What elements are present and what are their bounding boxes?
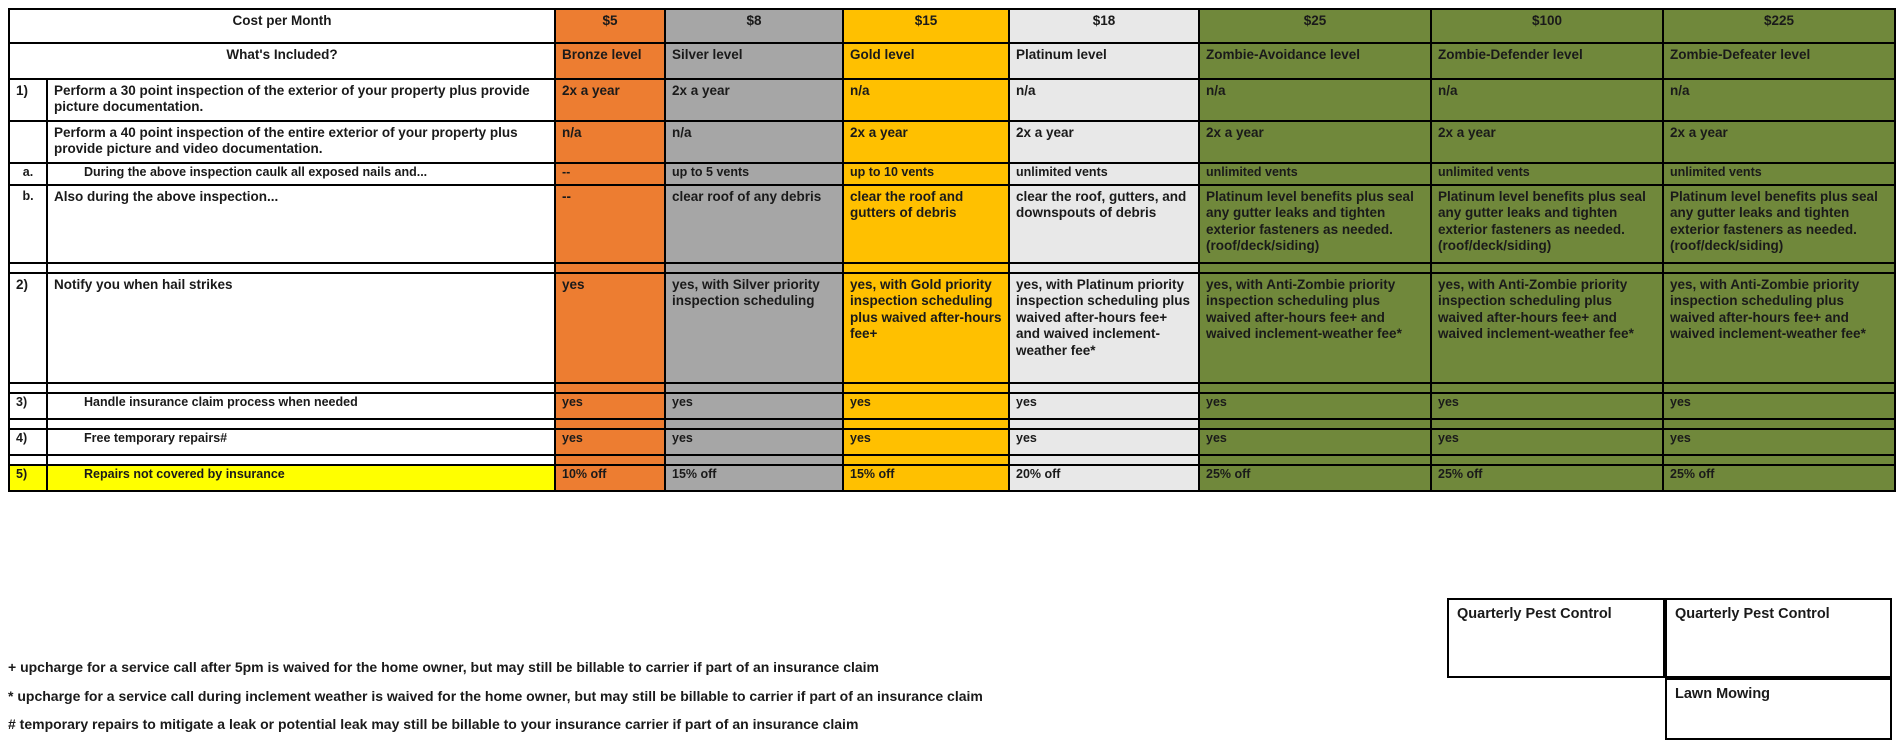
spacer-cell bbox=[843, 419, 1009, 429]
spacer-cell bbox=[47, 383, 555, 393]
extra-lawn-mowing-defeater: Lawn Mowing bbox=[1665, 678, 1892, 740]
price-silver: $8 bbox=[665, 9, 843, 43]
row-number: 5) bbox=[9, 465, 47, 491]
cell-silver: yes, with Silver priority inspection scheduling bbox=[665, 273, 843, 383]
spacer-cell bbox=[555, 263, 665, 273]
row-description: Repairs not covered by insurance bbox=[47, 465, 555, 491]
cell-gold: yes, with Gold priority inspection scheduling plus waived after-hours fee+ bbox=[843, 273, 1009, 383]
spacer-cell bbox=[555, 455, 665, 465]
spacer-cell bbox=[9, 455, 47, 465]
spacer-cell bbox=[47, 455, 555, 465]
spacer-cell bbox=[555, 383, 665, 393]
table-row bbox=[9, 121, 1895, 163]
cell-zombie-avoidance: yes bbox=[1199, 393, 1431, 419]
cell-silver: 15% off bbox=[665, 465, 843, 491]
cell-zombie-avoidance: 2x a year bbox=[1199, 121, 1431, 163]
cell-gold: clear the roof and gutters of debris bbox=[843, 185, 1009, 263]
level-header-row bbox=[9, 43, 1895, 79]
spacer-cell bbox=[665, 383, 843, 393]
spacer-row bbox=[9, 263, 1895, 273]
cell-gold: yes bbox=[843, 429, 1009, 455]
spacer-cell bbox=[555, 419, 665, 429]
table-row bbox=[9, 163, 1895, 185]
footnote-hash: # temporary repairs to mitigate a leak or potential leak may still be billable to your insurance carrier if part of an insurance claim bbox=[8, 716, 859, 733]
cell-bronze: yes bbox=[555, 429, 665, 455]
cell-bronze: yes bbox=[555, 393, 665, 419]
level-silver: Silver level bbox=[665, 43, 843, 79]
row-number: 4) bbox=[9, 429, 47, 455]
price-bronze: $5 bbox=[555, 9, 665, 43]
table-row bbox=[9, 393, 1895, 419]
spacer-cell bbox=[47, 263, 555, 273]
spacer-cell bbox=[1009, 383, 1199, 393]
cell-zombie-avoidance: n/a bbox=[1199, 79, 1431, 121]
spacer-cell bbox=[9, 383, 47, 393]
cell-platinum: unlimited vents bbox=[1009, 163, 1199, 185]
cell-bronze: n/a bbox=[555, 121, 665, 163]
spacer-cell bbox=[843, 383, 1009, 393]
level-zombie-defeater: Zombie-Defeater level bbox=[1663, 43, 1895, 79]
spacer-cell bbox=[1663, 383, 1895, 393]
cell-zombie-avoidance: unlimited vents bbox=[1199, 163, 1431, 185]
row-description: Perform a 30 point inspection of the exterior of your property plus provide picture documentation. bbox=[47, 79, 555, 121]
row-description: Handle insurance claim process when needed bbox=[47, 393, 555, 419]
cell-platinum: n/a bbox=[1009, 79, 1199, 121]
cost-per-month-label: Cost per Month bbox=[9, 9, 555, 43]
footnotes bbox=[8, 653, 1208, 739]
row-number: 2) bbox=[9, 273, 47, 383]
spacer-cell bbox=[9, 419, 47, 429]
row-description: Notify you when hail strikes bbox=[47, 273, 555, 383]
price-zombie-defeater: $225 bbox=[1663, 9, 1895, 43]
spacer-cell bbox=[1199, 419, 1431, 429]
extra-pest-control-defeater: Quarterly Pest Control bbox=[1665, 598, 1892, 678]
cell-zombie-avoidance: Platinum level benefits plus seal any gutter leaks and tighten exterior fasteners as needed. (roof/deck/siding) bbox=[1199, 185, 1431, 263]
pricing-sheet bbox=[0, 8, 1900, 752]
row-number: b. bbox=[9, 185, 47, 263]
cell-platinum: yes bbox=[1009, 393, 1199, 419]
extra-pest-control-defender: Quarterly Pest Control bbox=[1447, 598, 1665, 678]
price-platinum: $18 bbox=[1009, 9, 1199, 43]
cell-zombie-defender: unlimited vents bbox=[1431, 163, 1663, 185]
row-description: Perform a 40 point inspection of the entire exterior of your property plus provide picture and video documentation. bbox=[47, 121, 555, 163]
cell-platinum: yes bbox=[1009, 429, 1199, 455]
cell-silver: yes bbox=[665, 429, 843, 455]
row-number: 1) bbox=[9, 79, 47, 121]
row-number: 3) bbox=[9, 393, 47, 419]
spacer-cell bbox=[47, 419, 555, 429]
cell-zombie-avoidance: 25% off bbox=[1199, 465, 1431, 491]
cell-zombie-defender: yes bbox=[1431, 429, 1663, 455]
spacer-cell bbox=[1009, 419, 1199, 429]
price-zombie-defender: $100 bbox=[1431, 9, 1663, 43]
level-zombie-defender: Zombie-Defender level bbox=[1431, 43, 1663, 79]
spacer-cell bbox=[1199, 383, 1431, 393]
spacer-row bbox=[9, 383, 1895, 393]
price-header-row bbox=[9, 9, 1895, 43]
table-row bbox=[9, 273, 1895, 383]
cell-silver: yes bbox=[665, 393, 843, 419]
cell-bronze: -- bbox=[555, 185, 665, 263]
spacer-cell bbox=[1431, 383, 1663, 393]
spacer-cell bbox=[1431, 455, 1663, 465]
cell-zombie-defeater: 2x a year bbox=[1663, 121, 1895, 163]
spacer-cell bbox=[1199, 263, 1431, 273]
cell-bronze: yes bbox=[555, 273, 665, 383]
cell-bronze: 10% off bbox=[555, 465, 665, 491]
cell-zombie-defender: yes, with Anti-Zombie priority inspection scheduling plus waived after-hours fee+ and waived inclement-weather fee* bbox=[1431, 273, 1663, 383]
cell-zombie-defender: 2x a year bbox=[1431, 121, 1663, 163]
spacer-cell bbox=[665, 455, 843, 465]
spacer-cell bbox=[843, 263, 1009, 273]
table-row bbox=[9, 79, 1895, 121]
level-zombie-avoidance: Zombie-Avoidance level bbox=[1199, 43, 1431, 79]
table-row bbox=[9, 429, 1895, 455]
price-gold: $15 bbox=[843, 9, 1009, 43]
spacer-row bbox=[9, 419, 1895, 429]
cell-gold: 15% off bbox=[843, 465, 1009, 491]
spacer-row bbox=[9, 455, 1895, 465]
spacer-cell bbox=[1431, 419, 1663, 429]
cell-zombie-avoidance: yes, with Anti-Zombie priority inspection scheduling plus waived after-hours fee+ and waived inclement-weather fee* bbox=[1199, 273, 1431, 383]
cell-zombie-defeater: n/a bbox=[1663, 79, 1895, 121]
cell-zombie-defeater: unlimited vents bbox=[1663, 163, 1895, 185]
cell-platinum: yes, with Platinum priority inspection scheduling plus waived after-hours fee+ and waived inclement-weather fee* bbox=[1009, 273, 1199, 383]
footnote-asterisk: * upcharge for a service call during inclement weather is waived for the home owner, but may still be billable to carrier if part of an insurance claim bbox=[8, 687, 983, 704]
row-description: During the above inspection caulk all exposed nails and... bbox=[47, 163, 555, 185]
cell-silver: 2x a year bbox=[665, 79, 843, 121]
spacer-cell bbox=[1009, 455, 1199, 465]
cell-zombie-defeater: yes bbox=[1663, 429, 1895, 455]
level-gold: Gold level bbox=[843, 43, 1009, 79]
table-row bbox=[9, 185, 1895, 263]
cell-gold: up to 10 vents bbox=[843, 163, 1009, 185]
cell-zombie-defender: n/a bbox=[1431, 79, 1663, 121]
spacer-cell bbox=[9, 263, 47, 273]
whats-included-label: What's Included? bbox=[9, 43, 555, 79]
cell-zombie-avoidance: yes bbox=[1199, 429, 1431, 455]
cell-silver: clear roof of any debris bbox=[665, 185, 843, 263]
spacer-cell bbox=[1663, 419, 1895, 429]
spacer-cell bbox=[665, 263, 843, 273]
cell-zombie-defeater: yes bbox=[1663, 393, 1895, 419]
spacer-cell bbox=[843, 455, 1009, 465]
pricing-table bbox=[8, 8, 1896, 492]
cell-platinum: 20% off bbox=[1009, 465, 1199, 491]
row-description: Also during the above inspection... bbox=[47, 185, 555, 263]
cell-zombie-defeater: Platinum level benefits plus seal any gutter leaks and tighten exterior fasteners as needed. (roof/deck/siding) bbox=[1663, 185, 1895, 263]
spacer-cell bbox=[1009, 263, 1199, 273]
cell-gold: n/a bbox=[843, 79, 1009, 121]
cell-zombie-defeater: 25% off bbox=[1663, 465, 1895, 491]
row-number bbox=[9, 121, 47, 163]
cell-platinum: clear the roof, gutters, and downspouts of debris bbox=[1009, 185, 1199, 263]
row-description: Free temporary repairs# bbox=[47, 429, 555, 455]
cell-silver: up to 5 vents bbox=[665, 163, 843, 185]
cell-zombie-defender: 25% off bbox=[1431, 465, 1663, 491]
cell-zombie-defender: yes bbox=[1431, 393, 1663, 419]
spacer-cell bbox=[665, 419, 843, 429]
row-number: a. bbox=[9, 163, 47, 185]
cell-gold: yes bbox=[843, 393, 1009, 419]
cell-zombie-defender: Platinum level benefits plus seal any gutter leaks and tighten exterior fasteners as needed. (roof/deck/siding) bbox=[1431, 185, 1663, 263]
cell-gold: 2x a year bbox=[843, 121, 1009, 163]
spacer-cell bbox=[1431, 263, 1663, 273]
level-bronze: Bronze level bbox=[555, 43, 665, 79]
cell-bronze: 2x a year bbox=[555, 79, 665, 121]
cell-zombie-defeater: yes, with Anti-Zombie priority inspection scheduling plus waived after-hours fee+ and waived inclement-weather fee* bbox=[1663, 273, 1895, 383]
price-zombie-avoidance: $25 bbox=[1199, 9, 1431, 43]
level-platinum: Platinum level bbox=[1009, 43, 1199, 79]
cell-silver: n/a bbox=[665, 121, 843, 163]
footnote-plus: + upcharge for a service call after 5pm is waived for the home owner, but may still be billable to carrier if part of an insurance claim bbox=[8, 659, 880, 675]
table-row bbox=[9, 465, 1895, 491]
spacer-cell bbox=[1663, 263, 1895, 273]
spacer-cell bbox=[1199, 455, 1431, 465]
spacer-cell bbox=[1663, 455, 1895, 465]
cell-bronze: -- bbox=[555, 163, 665, 185]
cell-platinum: 2x a year bbox=[1009, 121, 1199, 163]
